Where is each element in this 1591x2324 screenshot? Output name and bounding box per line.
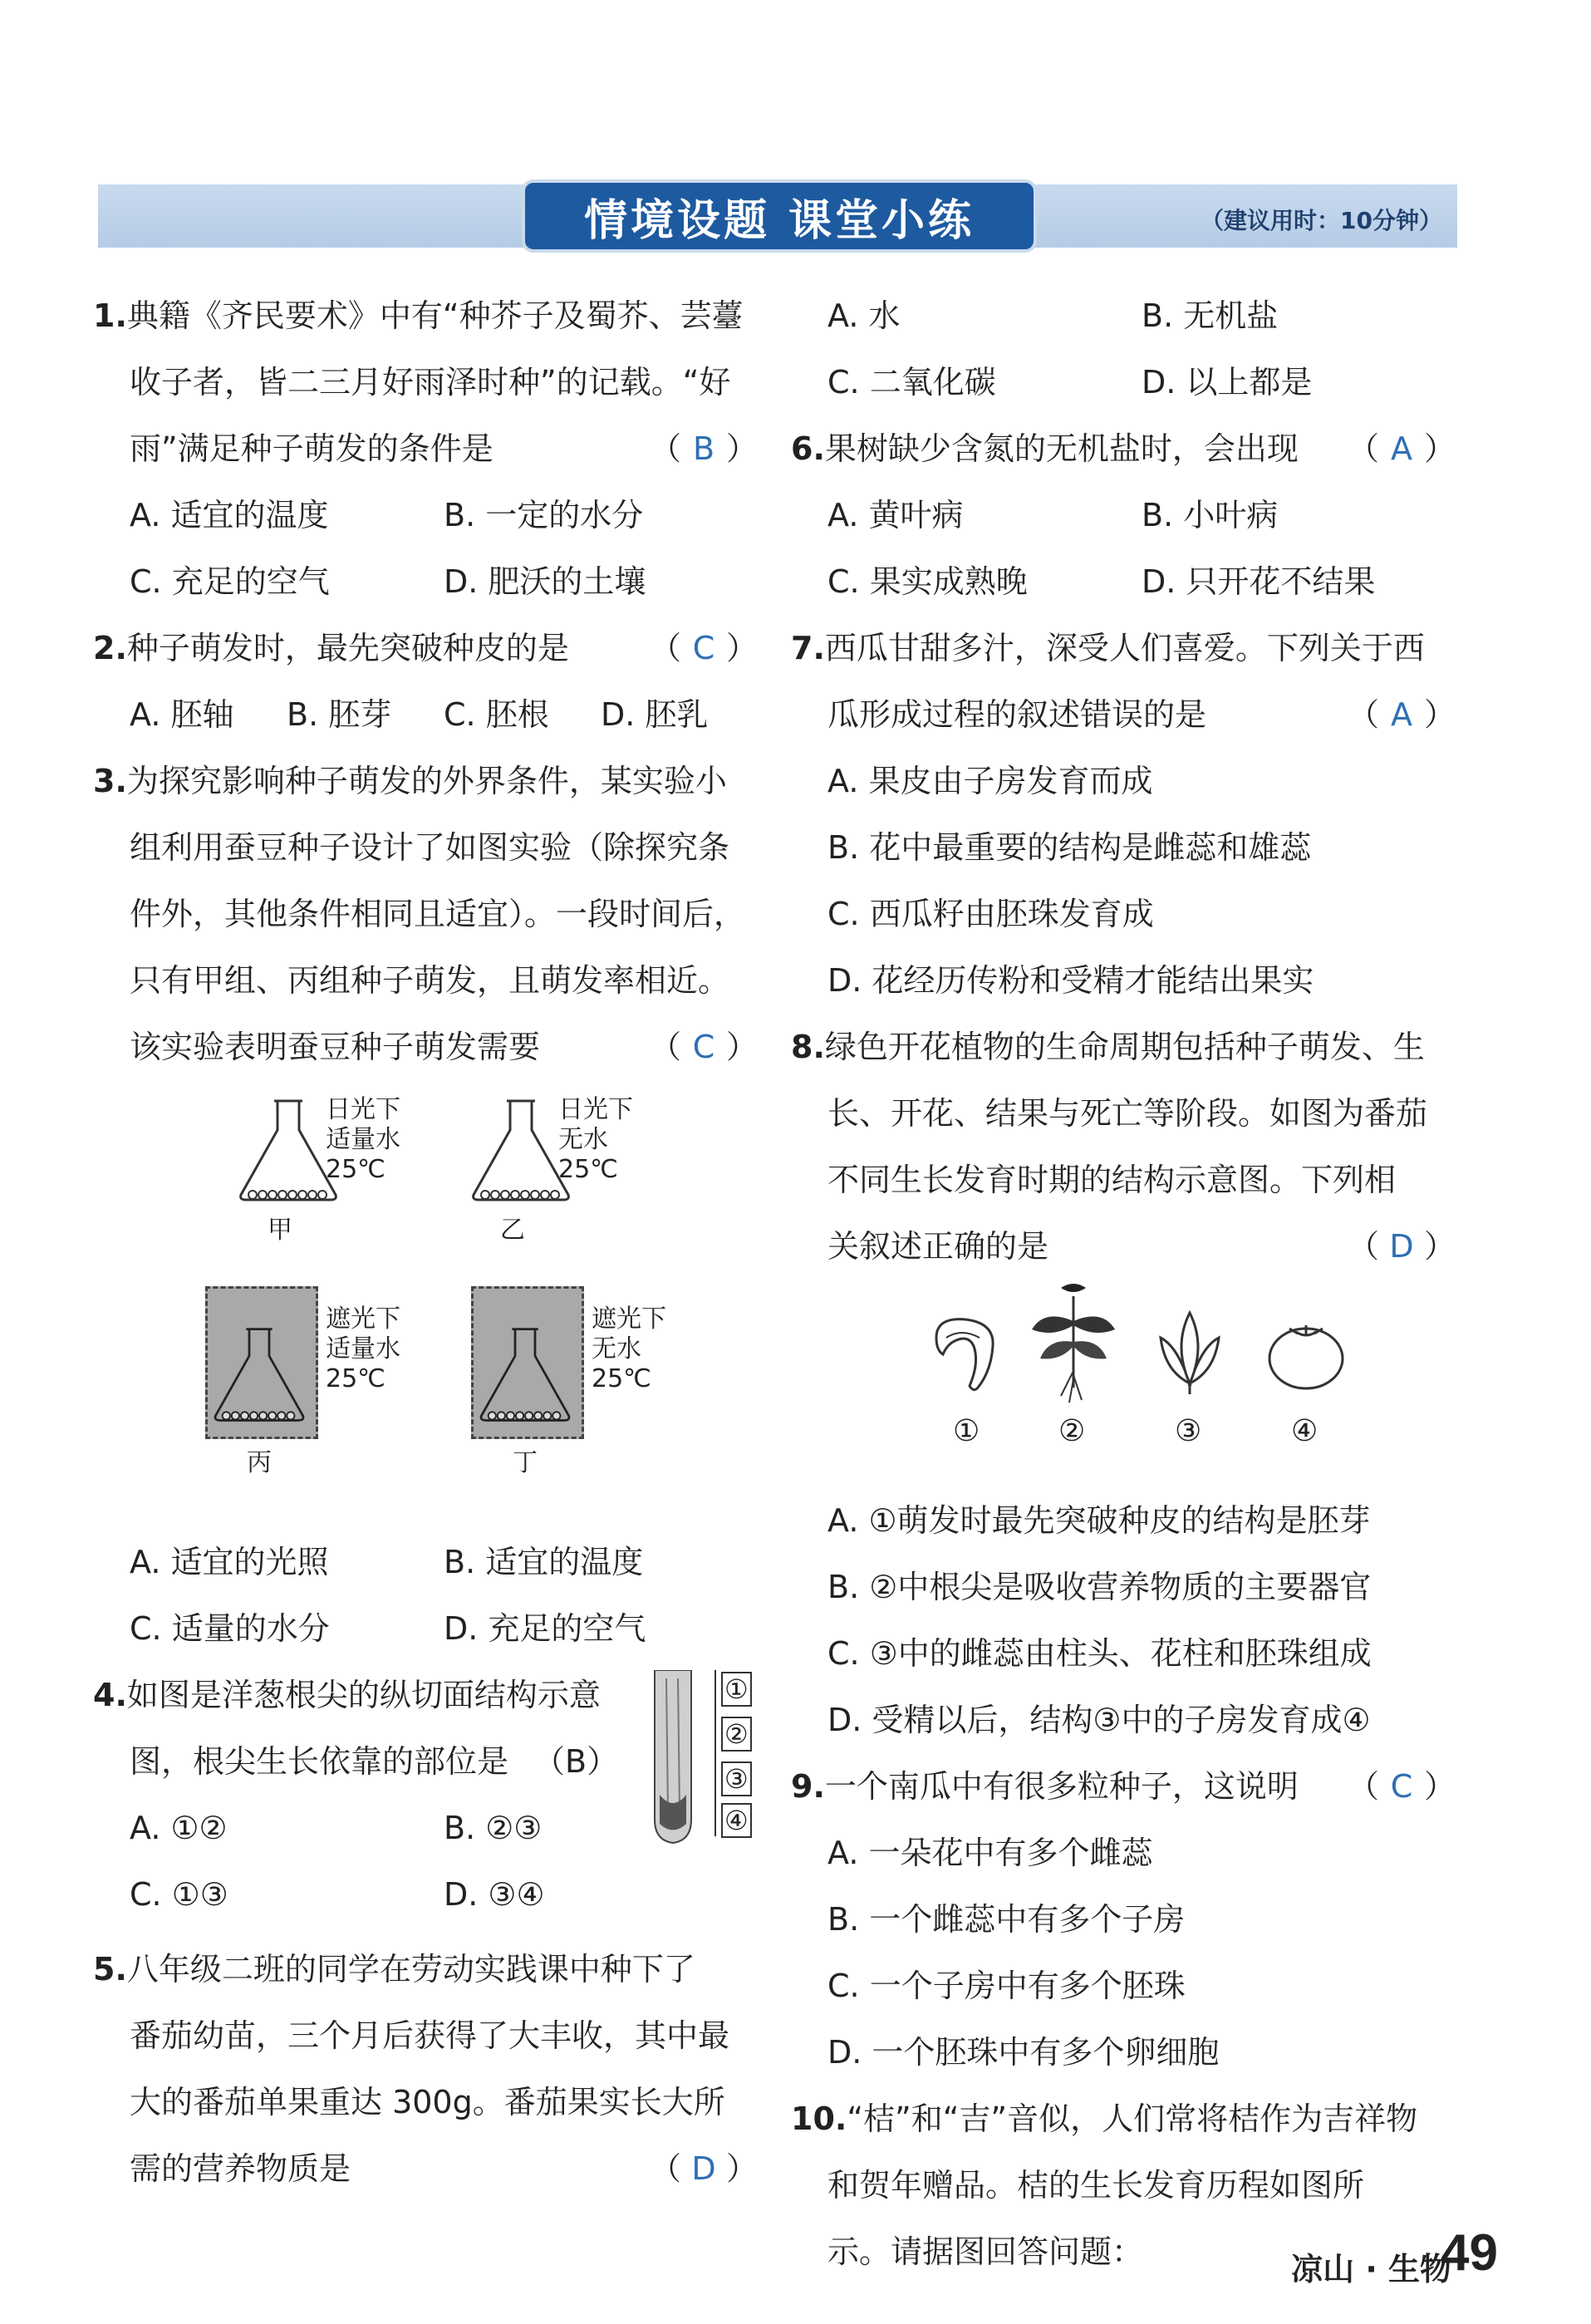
option: A. 适宜的温度 (130, 497, 329, 533)
question-1 (93, 283, 758, 615)
answer-value: C (692, 1029, 715, 1065)
option: C. 充足的空气 (130, 563, 330, 600)
question-text: 关叙述正确的是 (827, 1228, 1049, 1265)
flask-experiment-figure (93, 1080, 758, 1529)
question-5-options (791, 283, 1456, 415)
question-text: 大的番茄单果重达 300g。番茄果实长大所 (130, 2084, 725, 2120)
flask-icon (475, 1321, 575, 1429)
question-text: 图，根尖生长依靠的部位是 (130, 1743, 509, 1780)
option: B. 适宜的温度 (444, 1544, 644, 1580)
right-column (791, 283, 1456, 2285)
seed-icon (928, 1313, 1003, 1396)
flask-condition: 适量水 (326, 1125, 400, 1154)
stage-label: ① (953, 1414, 980, 1448)
zone-label: ④ (721, 1803, 752, 1838)
flask-condition: 适量水 (326, 1334, 400, 1363)
question-text: 只有甲组、丙组种子萌发，且萌发率相近。 (130, 962, 730, 999)
flask-label: 丙 (247, 1448, 272, 1477)
question-text: 组利用蚕豆种子设计了如图实验（除探究条 (130, 829, 730, 866)
question-text: 瓜形成过程的叙述错误的是 (827, 696, 1207, 733)
question-9 (791, 1753, 1456, 2086)
root-tip-icon (648, 1670, 698, 1845)
question-5 (93, 1936, 758, 2202)
section-banner (98, 184, 1457, 248)
flask-condition: 日光下 (558, 1095, 633, 1124)
option: B. ②③ (444, 1810, 543, 1846)
option: A. 黄叶病 (827, 497, 964, 533)
option: D. ③④ (444, 1876, 545, 1913)
root-tip-figure (648, 1670, 756, 1845)
stage-label: ② (1058, 1414, 1086, 1448)
question-6 (791, 415, 1456, 615)
option: B. 小叶病 (1142, 497, 1279, 533)
left-column (93, 283, 758, 2202)
answer-value: A (1390, 696, 1412, 733)
question-text: 该实验表明蚕豆种子萌发需要 (130, 1029, 541, 1065)
question-number: 6. (791, 430, 825, 467)
question-text: 种子萌发时，最先突破种皮的是 (126, 630, 569, 666)
option: D. 受精以后，结构③中的子房发育成④ (827, 1702, 1371, 1738)
answer-bracket: （ A ） (1348, 415, 1456, 482)
question-text: 不同生长发育时期的结构示意图。下列相 (827, 1162, 1397, 1198)
question-7 (791, 615, 1456, 1014)
flask-condition: 25℃ (558, 1155, 618, 1184)
option: C. 胚根 (444, 696, 549, 733)
question-number: 1. (93, 297, 127, 334)
answer-bracket: （ A ） (1348, 681, 1456, 748)
option: D. 以上都是 (1142, 364, 1313, 400)
option: C. 一个子房中有多个胚珠 (827, 1968, 1186, 2004)
option: B. 胚芽 (287, 696, 392, 733)
question-number: 10. (791, 2100, 847, 2137)
question-text: 示。请据图回答问题： (827, 2233, 1144, 2270)
option: D. 肥沃的土壤 (444, 563, 646, 600)
question-number: 3. (93, 763, 127, 799)
footer-subject: 凉山 · 生物 (1291, 2251, 1451, 2287)
option: D. 充足的空气 (444, 1610, 646, 1647)
root-tip-zone-bracket (714, 1670, 716, 1836)
question-text: 雨”满足种子萌发的条件是 (130, 430, 494, 467)
answer-value: D (691, 2150, 716, 2187)
question-text: 番茄幼苗，三个月后获得了大丰收，其中最 (130, 2017, 730, 2054)
flask-condition: 无水 (558, 1125, 608, 1154)
seedling-icon (1024, 1280, 1123, 1404)
option: D. 只开花不结果 (1142, 563, 1376, 600)
stage-label: ④ (1291, 1414, 1318, 1448)
answer-bracket: （ B ） (650, 415, 758, 482)
answer-bracket: （B） (533, 1743, 619, 1780)
question-2 (93, 615, 758, 748)
question-text: 典籍《齐民要术》中有“种芥子及蜀芥、芸薹 (126, 297, 744, 334)
flask-condition: 25℃ (326, 1155, 385, 1184)
flask-condition: 无水 (592, 1334, 641, 1363)
answer-bracket: （ C ） (1348, 1753, 1456, 1820)
option: A. 一朵花中有多个雌蕊 (827, 1835, 1153, 1871)
tomato-stages-figure (791, 1280, 1456, 1487)
zone-label: ③ (721, 1761, 752, 1796)
question-text: 八年级二班的同学在劳动实践课中种下了 (126, 1951, 695, 1987)
question-text: 收子者，皆二三月好雨泽时种”的记载。“好 (130, 364, 731, 400)
question-text: 件外，其他条件相同且适宜）。一段时间后， (130, 896, 746, 932)
zone-label: ① (721, 1672, 752, 1707)
answer-value: D (1389, 1228, 1414, 1265)
flask-label: 甲 (268, 1216, 292, 1245)
option: C. 适量的水分 (130, 1610, 330, 1647)
question-number: 2. (93, 630, 127, 666)
answer-value: C (1390, 1768, 1413, 1805)
question-text: 和贺年赠品。桔的生长发育历程如图所 (827, 2167, 1365, 2204)
answer-bracket: （ C ） (650, 1014, 758, 1080)
option: A. ①② (130, 1810, 228, 1846)
option: A. 胚轴 (130, 696, 234, 733)
answer-value: C (692, 630, 715, 666)
question-text: 为探究影响种子萌发的外界条件，某实验小 (126, 763, 727, 799)
flask-label: 乙 (500, 1216, 525, 1245)
question-number: 8. (791, 1029, 825, 1065)
section-title: 情境设题 课堂小练 (522, 179, 1037, 253)
flask-condition: 25℃ (592, 1364, 651, 1393)
flask-condition: 遮光下 (592, 1304, 666, 1334)
option: C. ③中的雌蕊由柱头、花柱和胚珠组成 (827, 1635, 1372, 1672)
question-number: 7. (791, 630, 825, 666)
stage-label: ③ (1175, 1414, 1202, 1448)
flask-icon (209, 1321, 309, 1429)
zone-label: ② (721, 1717, 752, 1752)
question-text: 西瓜甘甜多汁，深受人们喜爱。下列关于西 (824, 630, 1425, 666)
flower-icon (1148, 1304, 1231, 1396)
flask-condition: 日光下 (326, 1095, 400, 1124)
flask-label: 丁 (513, 1448, 538, 1477)
flask-condition: 遮光下 (326, 1304, 400, 1334)
option: A. 适宜的光照 (130, 1544, 329, 1580)
option: A. 果皮由子房发育而成 (827, 763, 1153, 799)
option: B. 一定的水分 (444, 497, 644, 533)
question-text: 需的营养物质是 (130, 2150, 351, 2187)
option: A. 水 (827, 297, 901, 334)
question-text: “桔”和“吉”音似，人们常将桔作为吉祥物 (847, 2100, 1418, 2137)
question-number: 5. (93, 1951, 127, 1987)
question-text: 绿色开花植物的生命周期包括种子萌发、生 (824, 1029, 1425, 1065)
question-text: 果树缺少含氮的无机盐时，会出现 (824, 430, 1299, 467)
question-text: 长、开花、结果与死亡等阶段。如图为番茄 (827, 1095, 1428, 1132)
option: A. ①萌发时最先突破种皮的结构是胚芽 (827, 1502, 1371, 1539)
answer-bracket: （ D ） (650, 2135, 758, 2202)
option: B. 一个雌蕊中有多个子房 (827, 1901, 1186, 1938)
option: D. 一个胚珠中有多个卵细胞 (827, 2034, 1220, 2071)
answer-bracket: （ C ） (650, 615, 758, 681)
option: C. 果实成熟晚 (827, 563, 1028, 600)
option: D. 花经历传粉和受精才能结出果实 (827, 962, 1314, 999)
suggested-time: （建议用时：10分钟） (1201, 207, 1442, 234)
option: C. 二氧化碳 (827, 364, 996, 400)
answer-value: B (565, 1743, 587, 1780)
question-text: 如图是洋葱根尖的纵切面结构示意 (126, 1677, 601, 1713)
question-4 (93, 1662, 758, 1928)
page-number: 49 (1441, 2224, 1498, 2282)
option: B. 花中最重要的结构是雌蕊和雄蕊 (827, 829, 1312, 866)
flask-condition: 25℃ (326, 1364, 385, 1393)
answer-value: A (1390, 430, 1412, 467)
answer-bracket: （ D ） (1348, 1213, 1456, 1280)
question-3 (93, 748, 758, 1662)
answer-value: B (692, 430, 715, 467)
question-number: 4. (93, 1677, 127, 1713)
option: B. 无机盐 (1142, 297, 1279, 334)
option: C. ①③ (130, 1876, 228, 1913)
tomato-fruit-icon (1264, 1317, 1348, 1392)
question-8 (791, 1014, 1456, 1753)
option: D. 胚乳 (601, 696, 709, 733)
option: C. 西瓜籽由胚珠发育成 (827, 896, 1154, 932)
option: B. ②中根尖是吸收营养物质的主要器官 (827, 1569, 1372, 1605)
question-number: 9. (791, 1768, 825, 1805)
question-text: 一个南瓜中有很多粒种子，这说明 (824, 1768, 1299, 1805)
